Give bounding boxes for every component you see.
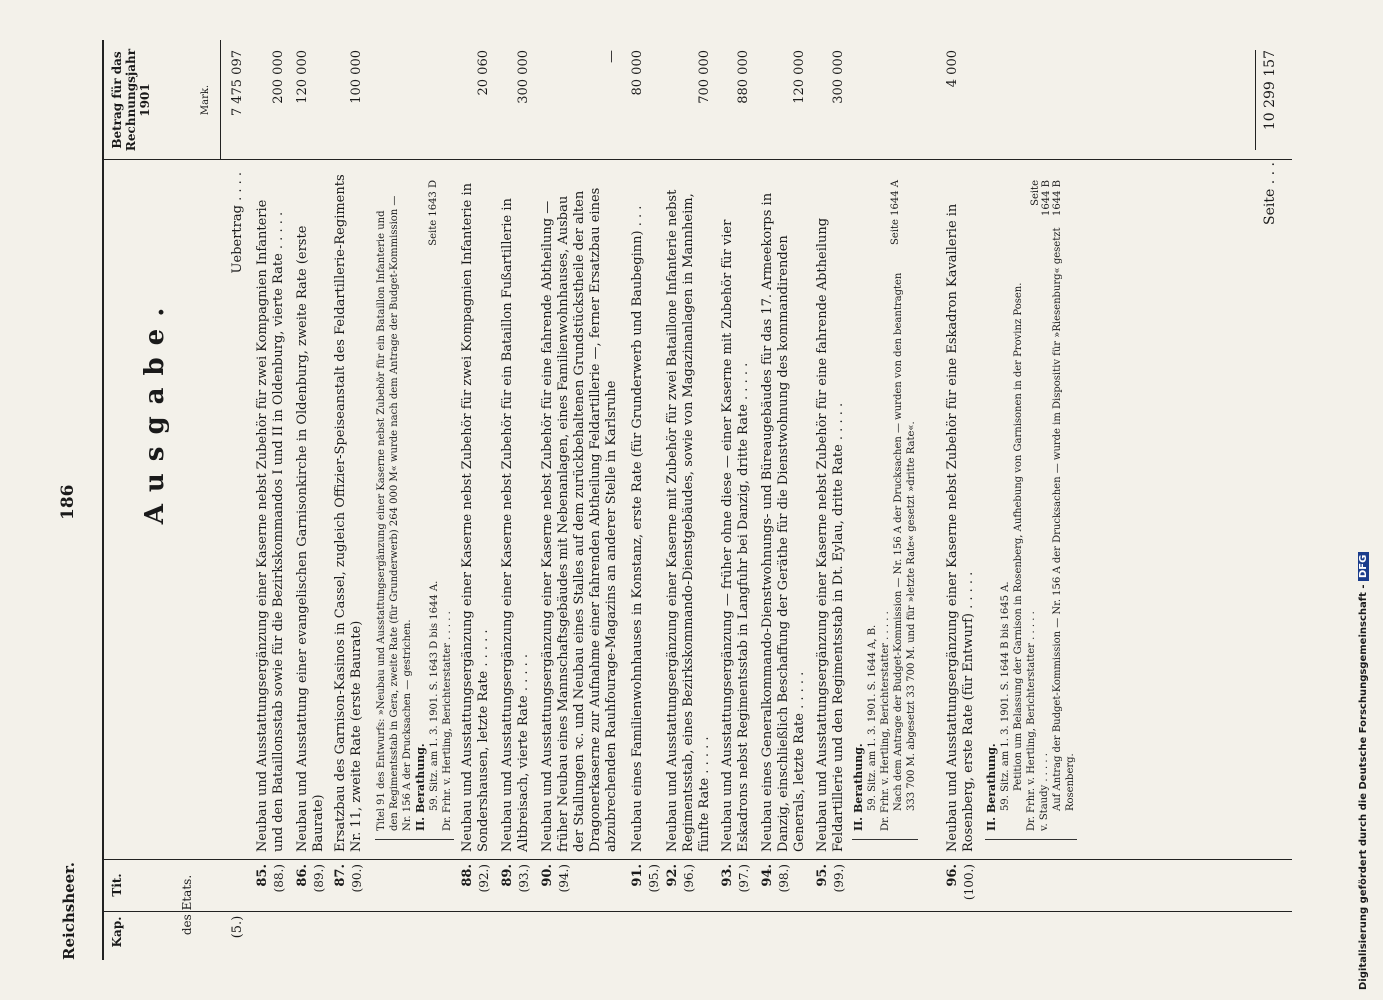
row-text: Neubau und Ausstattungsergänzung einer Kaserne nebst Zubehör für eine fahrende Abtheilung — früher Neubau eines Mannschaftsgebäudes mit Nebenanlagen, eines Familienwohnhauses, Ausbau der Stallungen ꝛc. und Neubau eines Stalles auf dem zurückbehaltenen Grundstückstheile der alten Dragonerkaserne zur Aufnahme einer fahrenden Abtheilung Feldartillerie —, ferner Ersatzbau eines abzubrechenden Rauhfourage-Magazins an anderer Stelle in Karlsruhe (540, 187, 619, 852)
titel-number: 88. (92.) (460, 864, 491, 893)
row-text: Neubau und Ausstattungsergänzung einer Kaserne nebst Zubehör für ein Bataillon Fußartillerie in Altbreisach, vierte Rate . . . . . (500, 198, 531, 852)
titel-number: 91. (95.) (630, 864, 661, 893)
dfg-stamp (1358, 10, 1378, 990)
row-amount: 120 000 (792, 50, 807, 104)
note-96: II. Berathung. 59. Sitz. am 1. 3. 1901. S. 1644 B bis 1645 A. Petition um Belassung der Garnison in Rosenberg, Aufhebung von Garnisonen in der Provinz Posen. Dr. Frhr. v. Hertling, Berichterstatter . . . . . v. Staudy . . . . . Auf Antrag der Budget-Kommission — Nr. 156 A der Drucksachen — wurde im Dispositiv für »Riesenburg« gesetzt Rosenberg. (985, 191, 1077, 840)
col-betrag: Betrag für das Rechnungsjahr 1901 (110, 48, 152, 152)
row-text: Neubau eines Familienwohnhauses in Konstanz, erste Rate (für Grunderwerb und Baubeginn) . . . (630, 205, 645, 852)
row-amount: 80 000 (630, 50, 645, 96)
row-text: Neubau und Ausstattungsergänzung — früher ohne diese — einer Kaserne mit Zubehör für vier Eskadrons nebst Regimentsstab in Langfuhr bei Danzig, dritte Rate . . . . . (720, 219, 751, 852)
divider (102, 859, 1292, 860)
stamp-text: Digitalisierung gefördert durch die Deutsche Forschungsgemeinschaft - (1358, 584, 1369, 990)
seite-ref: Seite 1644 A (890, 180, 901, 245)
col-unit: Mark. (200, 84, 211, 116)
row-amount: 100 000 (349, 50, 364, 104)
row-text: Neubau eines Generalkommando-Dienstwohnungs- und Büreaugebäudes für das 17. Armeekorps in Danzig, einschließlich Beschaffung der Geräthe für die Dienstwohnung des kommandirenden Generals, letzte Rate . . . . . (760, 192, 807, 852)
row-text: Neubau und Ausstattungsergänzung einer Kaserne mit Zubehör für zwei Bataillone Infanterie nebst Regimentsstab, eines Bezirkskommando-Dienstgebäudes, sowie von Magazinanlagen in Mannheim, fünfte Rate . . . . . (665, 189, 712, 852)
titel-number: 95. (99.) (815, 864, 846, 893)
row-text: Neubau und Ausstattungsergänzung einer Kaserne nebst Zubehör für eine Eskadron Kavallerie in Rosenberg, erste Rate (für Entwurf) . . . . . (945, 203, 976, 852)
divider (220, 40, 221, 160)
row-amount: 880 000 (736, 50, 751, 104)
seite-total: 10 299 157 (1262, 50, 1278, 131)
row-amount: 20 060 (476, 50, 491, 96)
titel-number: 96. (100.) (945, 864, 976, 901)
row-text: Neubau und Ausstattung einer evangelischen Garnisonkirche in Oldenburg, zweite Rate (erste Baurate) (295, 225, 326, 852)
divider (102, 911, 1292, 912)
titel-number: 93. (97.) (720, 864, 751, 893)
uebertrag-label: Uebertrag . . . . (230, 172, 245, 274)
row-text: Neubau und Ausstattungsergänzung einer Kaserne nebst Zubehör für zwei Kompagnien Infanterie in Sondershausen, letzte Rate . . . . . (460, 183, 491, 852)
row-text: Neubau und Ausstattungsergänzung einer Kaserne nebst Zubehör für eine fahrende Abtheilung Feldartillerie und den Regimentsstab in Dt. Eylau, dritte Rate . . . . . (815, 217, 846, 852)
col-kap: Kap. (110, 916, 124, 948)
note-95: II. Berathung. 59. Sitz. am 1. 3. 1901. S. 1644 A, B. Dr. Frhr. v. Hertling, Berichterstatter . . . . . Nach dem Antrage der Budget-Kommission — Nr. 156 A der Drucksachen — wurden von den beantragten 333 700 M. abgesetzt 33 700 M. und für »letzte Rate« gesetzt »dritte Rate«. (852, 271, 918, 840)
row-text: Ersatzbau des Garnison-Kasinos in Cassel, zugleich Offizier-Speiseanstalt des Feldartillerie-Regiments Nr. 11, zweite Rate (erste Baurate) (333, 174, 364, 852)
titel-number: 92. (96.) (665, 864, 696, 893)
row-amount: 4 000 (945, 50, 960, 88)
titel-number: 87. (90.) (333, 864, 364, 893)
row-amount: 300 000 (516, 50, 531, 104)
col-des-etats: des Etats. (180, 874, 194, 936)
dfg-logo: DFG (1358, 552, 1369, 581)
section-title: Ausgabe. (140, 295, 170, 525)
seite-ref: Seite 1643 D (428, 180, 439, 246)
row-amount: 200 000 (271, 50, 286, 104)
row-text: Neubau und Ausstattungsergänzung einer Kaserne nebst Zubehör für zwei Kompagnien Infanterie und den Bataillonsstab sowie für die Bezirkskommandos I und II in Oldenburg, vierte Rate . . . . . (255, 199, 286, 852)
rotated-sheet (40, 40, 1330, 960)
row-amount: 300 000 (831, 50, 846, 104)
page-number: 186 (58, 484, 78, 520)
divider (102, 159, 1292, 160)
titel-number: 85. (88.) (255, 864, 286, 893)
seite-ref: Seite 1644 B 1644 B (1030, 180, 1063, 216)
row-amount: — (604, 50, 619, 63)
uebertrag-amount: 7 475 097 (230, 50, 245, 117)
kapitel: (5.) (230, 915, 245, 939)
row-amount: 120 000 (295, 50, 310, 104)
note-87: Titel 91 des Entwurfs: »Neubau und Ausstattungsergänzung einer Kaserne nebst Zubehör für ein Bataillon Infanterie und den Regimentsstab in Gera, zweite Rate (für Grunderwerb) 264 000 M« wurde nach dem Antrage der Budget-Kommission — Nr. 156 A der Drucksachen — gestrichen. II. Berathung. 59. Sitz. am 1. 3. 1901. S. 1643 D bis 1644 A. Dr. Frhr. v. Hertling, Berichterstatter . . . . . (375, 191, 454, 840)
titel-number: 86. (89.) (295, 864, 326, 893)
running-header: Reichsheer. (60, 862, 78, 960)
seite-label: Seite . . . (1262, 162, 1278, 225)
row-amount: 700 000 (697, 50, 712, 104)
col-tit: Tit. (110, 873, 124, 897)
titel-number: 89. (93.) (500, 864, 531, 893)
titel-number: 90. (94.) (540, 864, 571, 893)
sum-line (1255, 50, 1256, 150)
titel-number: 94. (98.) (760, 864, 791, 893)
